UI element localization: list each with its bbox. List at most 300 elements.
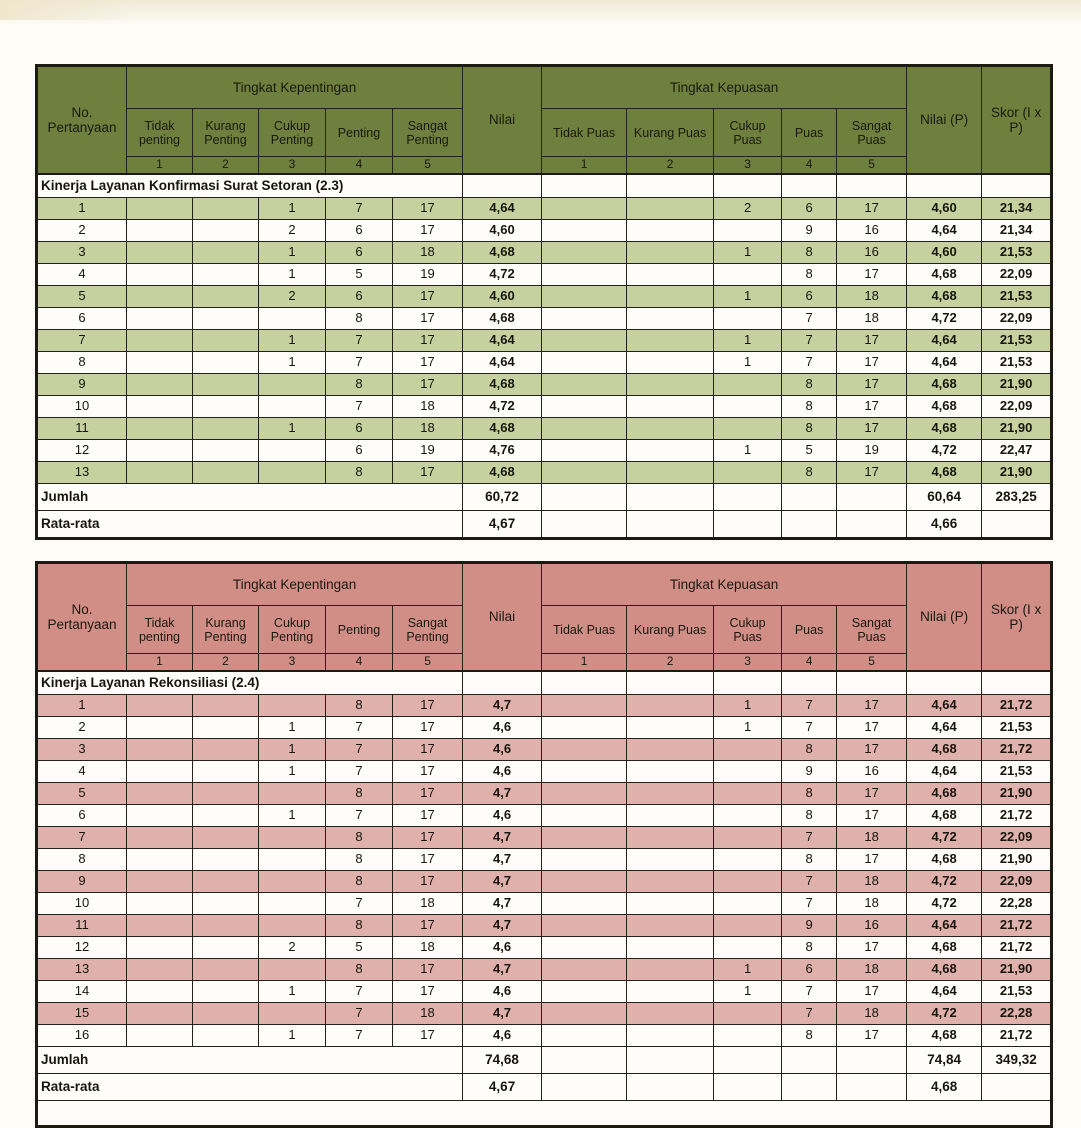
satisfaction-scale-label: Cukup Puas (714, 606, 782, 654)
nilai-p-cell: 4,72 (907, 440, 982, 462)
table-row (37, 352, 1052, 374)
row-number-cell: 8 (37, 849, 127, 871)
importance-count-cell: 7 (326, 330, 393, 352)
empty-cell (837, 484, 907, 511)
nilai-p-cell: 4,64 (907, 717, 982, 739)
satisfaction-count-cell (542, 717, 627, 739)
importance-count-cell: 7 (326, 761, 393, 783)
importance-count-cell (193, 308, 259, 330)
trailing-empty-row (37, 1101, 1052, 1127)
empty-cell (714, 484, 782, 511)
satisfaction-count-cell: 19 (837, 440, 907, 462)
table-row (37, 1025, 1052, 1047)
importance-count-cell: 1 (259, 717, 326, 739)
scanned-survey-sheet (35, 64, 1050, 1128)
nilai-cell: 4,7 (463, 871, 542, 893)
importance-scale-label: Tidak penting (127, 606, 193, 654)
table-row (37, 462, 1052, 484)
importance-count-cell: 8 (326, 374, 393, 396)
importance-count-cell (127, 242, 193, 264)
satisfaction-count-cell (714, 893, 782, 915)
table-row (37, 220, 1052, 242)
row-number-cell: 2 (37, 220, 127, 242)
importance-count-cell (127, 198, 193, 220)
nilai-cell: 4,7 (463, 695, 542, 717)
nilai-cell: 4,7 (463, 959, 542, 981)
satisfaction-group-header: Tingkat Kepuasan (542, 563, 907, 606)
table-row (37, 805, 1052, 827)
col-header-no-pertanyaan: No. Pertanyaan (37, 563, 127, 672)
nilai-p-cell: 4,72 (907, 1003, 982, 1025)
satisfaction-count-cell: 1 (714, 242, 782, 264)
satisfaction-count-cell (542, 959, 627, 981)
row-number-cell: 12 (37, 440, 127, 462)
table-row (37, 286, 1052, 308)
importance-count-cell: 17 (393, 1025, 463, 1047)
importance-count-cell: 7 (326, 198, 393, 220)
importance-count-cell: 2 (259, 286, 326, 308)
satisfaction-count-cell (714, 1003, 782, 1025)
satisfaction-count-cell: 8 (782, 462, 837, 484)
importance-count-cell: 7 (326, 717, 393, 739)
nilai-p-cell: 4,60 (907, 198, 982, 220)
total-row (37, 1074, 1052, 1101)
row-number-cell: 11 (37, 418, 127, 440)
importance-count-cell: 8 (326, 695, 393, 717)
satisfaction-count-cell (627, 418, 714, 440)
skor-cell: 22,09 (982, 827, 1052, 849)
satisfaction-count-cell: 17 (837, 783, 907, 805)
scale-number: 3 (714, 654, 782, 672)
satisfaction-count-cell: 16 (837, 242, 907, 264)
empty-cell (837, 174, 907, 198)
importance-count-cell (127, 1025, 193, 1047)
satisfaction-count-cell (542, 462, 627, 484)
nilai-p-cell: 4,68 (907, 783, 982, 805)
skor-cell: 22,47 (982, 440, 1052, 462)
scale-number: 2 (627, 157, 714, 175)
satisfaction-count-cell (714, 783, 782, 805)
satisfaction-count-cell (714, 871, 782, 893)
row-number-cell: 8 (37, 352, 127, 374)
row-number-cell: 7 (37, 330, 127, 352)
importance-count-cell: 17 (393, 871, 463, 893)
satisfaction-count-cell (542, 330, 627, 352)
importance-count-cell (127, 374, 193, 396)
satisfaction-count-cell (542, 739, 627, 761)
nilai-cell: 4,64 (463, 352, 542, 374)
table-row (37, 1003, 1052, 1025)
importance-count-cell: 1 (259, 198, 326, 220)
satisfaction-count-cell (714, 937, 782, 959)
satisfaction-count-cell (542, 198, 627, 220)
importance-count-cell (193, 871, 259, 893)
nilai-cell: 4,60 (463, 286, 542, 308)
empty-cell (714, 511, 782, 539)
importance-count-cell: 18 (393, 418, 463, 440)
nilai-cell: 4,64 (463, 198, 542, 220)
satisfaction-count-cell (542, 374, 627, 396)
importance-count-cell: 17 (393, 220, 463, 242)
satisfaction-count-cell: 17 (837, 330, 907, 352)
empty-cell (837, 671, 907, 695)
satisfaction-count-cell (627, 717, 714, 739)
nilai-cell: 4,6 (463, 937, 542, 959)
importance-count-cell (193, 761, 259, 783)
satisfaction-count-cell (627, 330, 714, 352)
skor-total-cell (982, 511, 1052, 539)
satisfaction-count-cell: 17 (837, 739, 907, 761)
table-row (37, 440, 1052, 462)
satisfaction-count-cell (627, 242, 714, 264)
importance-count-cell: 17 (393, 805, 463, 827)
nilai-p-cell: 4,68 (907, 1025, 982, 1047)
satisfaction-count-cell (627, 761, 714, 783)
skor-cell: 21,90 (982, 374, 1052, 396)
section-title-cell: Kinerja Layanan Konfirmasi Surat Setoran (2.3) (37, 174, 463, 198)
row-number-cell: 5 (37, 286, 127, 308)
satisfaction-count-cell (627, 374, 714, 396)
satisfaction-count-cell (542, 308, 627, 330)
importance-count-cell (193, 783, 259, 805)
importance-count-cell (127, 937, 193, 959)
satisfaction-count-cell: 18 (837, 871, 907, 893)
empty-cell (714, 1074, 782, 1101)
skor-cell: 21,53 (982, 286, 1052, 308)
importance-count-cell (259, 1003, 326, 1025)
table-row (37, 374, 1052, 396)
empty-cell (627, 1047, 714, 1074)
satisfaction-count-cell: 7 (782, 352, 837, 374)
importance-count-cell (193, 981, 259, 1003)
satisfaction-count-cell (542, 1003, 627, 1025)
satisfaction-count-cell: 6 (782, 198, 837, 220)
importance-count-cell: 1 (259, 418, 326, 440)
scale-number: 5 (837, 157, 907, 175)
importance-count-cell: 6 (326, 286, 393, 308)
skor-cell: 22,09 (982, 871, 1052, 893)
nilai-p-cell: 4,68 (907, 959, 982, 981)
nilai-cell: 4,7 (463, 1003, 542, 1025)
empty-cell (837, 511, 907, 539)
nilai-cell: 4,6 (463, 1025, 542, 1047)
importance-count-cell (259, 462, 326, 484)
importance-count-cell: 8 (326, 827, 393, 849)
nilai-cell: 4,68 (463, 374, 542, 396)
satisfaction-count-cell: 17 (837, 396, 907, 418)
importance-count-cell (193, 352, 259, 374)
nilai-cell: 4,72 (463, 396, 542, 418)
col-header-skor: Skor (I x P) (982, 66, 1052, 175)
satisfaction-count-cell (542, 264, 627, 286)
skor-cell: 21,90 (982, 462, 1052, 484)
importance-count-cell (127, 308, 193, 330)
importance-count-cell: 1 (259, 1025, 326, 1047)
importance-count-cell (193, 220, 259, 242)
satisfaction-count-cell: 17 (837, 849, 907, 871)
importance-scale-label: Kurang Penting (193, 109, 259, 157)
satisfaction-count-cell: 9 (782, 761, 837, 783)
table-row (37, 198, 1052, 220)
importance-scale-label: Sangat Penting (393, 606, 463, 654)
importance-count-cell (127, 396, 193, 418)
satisfaction-count-cell (542, 286, 627, 308)
importance-count-cell: 18 (393, 937, 463, 959)
satisfaction-count-cell: 8 (782, 805, 837, 827)
nilai-p-cell: 4,68 (907, 462, 982, 484)
scale-number: 4 (326, 654, 393, 672)
satisfaction-count-cell: 1 (714, 959, 782, 981)
scan-corner-shade (0, 0, 140, 20)
importance-count-cell (127, 220, 193, 242)
row-number-cell: 4 (37, 761, 127, 783)
importance-count-cell: 17 (393, 352, 463, 374)
scale-number: 3 (259, 157, 326, 175)
importance-count-cell (127, 827, 193, 849)
importance-count-cell (193, 396, 259, 418)
scale-number: 3 (259, 654, 326, 672)
table-row (37, 264, 1052, 286)
satisfaction-scale-label: Cukup Puas (714, 109, 782, 157)
nilai-cell: 4,7 (463, 893, 542, 915)
importance-count-cell: 17 (393, 308, 463, 330)
section-title-row (37, 174, 1052, 198)
skor-cell: 21,53 (982, 761, 1052, 783)
importance-scale-label: Cukup Penting (259, 109, 326, 157)
importance-count-cell (127, 783, 193, 805)
importance-count-cell (193, 242, 259, 264)
nilai-p-total-cell: 4,68 (907, 1074, 982, 1101)
importance-count-cell (193, 849, 259, 871)
importance-count-cell: 1 (259, 981, 326, 1003)
table-row (37, 871, 1052, 893)
satisfaction-count-cell (627, 286, 714, 308)
row-number-cell: 5 (37, 783, 127, 805)
col-header-nilai: Nilai (463, 563, 542, 672)
satisfaction-count-cell (627, 783, 714, 805)
empty-cell (542, 671, 627, 695)
satisfaction-count-cell (542, 783, 627, 805)
satisfaction-count-cell: 7 (782, 1003, 837, 1025)
satisfaction-count-cell: 17 (837, 717, 907, 739)
satisfaction-count-cell: 17 (837, 374, 907, 396)
skor-cell: 21,53 (982, 242, 1052, 264)
skor-total-cell: 349,32 (982, 1047, 1052, 1074)
scale-number: 2 (193, 654, 259, 672)
empty-cell (463, 671, 542, 695)
nilai-p-cell: 4,68 (907, 264, 982, 286)
row-number-cell: 10 (37, 893, 127, 915)
skor-cell: 21,72 (982, 695, 1052, 717)
importance-count-cell (259, 915, 326, 937)
row-number-cell: 3 (37, 739, 127, 761)
importance-count-cell (127, 418, 193, 440)
satisfaction-count-cell (542, 849, 627, 871)
importance-count-cell: 8 (326, 871, 393, 893)
satisfaction-scale-label: Kurang Puas (627, 109, 714, 157)
importance-count-cell: 8 (326, 308, 393, 330)
scale-number: 1 (127, 157, 193, 175)
nilai-p-cell: 4,64 (907, 330, 982, 352)
nilai-cell: 4,76 (463, 440, 542, 462)
satisfaction-count-cell: 18 (837, 893, 907, 915)
importance-count-cell (259, 871, 326, 893)
nilai-cell: 4,6 (463, 739, 542, 761)
empty-cell (714, 1047, 782, 1074)
satisfaction-count-cell: 17 (837, 695, 907, 717)
importance-count-cell: 8 (326, 959, 393, 981)
importance-count-cell (193, 915, 259, 937)
satisfaction-group-header: Tingkat Kepuasan (542, 66, 907, 109)
skor-cell: 22,09 (982, 396, 1052, 418)
importance-count-cell: 19 (393, 440, 463, 462)
satisfaction-count-cell: 18 (837, 959, 907, 981)
importance-count-cell (193, 440, 259, 462)
empty-cell (37, 1101, 1052, 1127)
nilai-p-cell: 4,64 (907, 695, 982, 717)
nilai-total-cell: 4,67 (463, 1074, 542, 1101)
satisfaction-count-cell: 17 (837, 1025, 907, 1047)
importance-count-cell (127, 717, 193, 739)
satisfaction-count-cell: 18 (837, 1003, 907, 1025)
importance-group-header: Tingkat Kepentingan (127, 66, 463, 109)
importance-count-cell: 2 (259, 937, 326, 959)
empty-cell (907, 671, 982, 695)
importance-count-cell: 6 (326, 220, 393, 242)
empty-cell (982, 671, 1052, 695)
nilai-total-cell: 60,72 (463, 484, 542, 511)
importance-count-cell: 7 (326, 396, 393, 418)
satisfaction-count-cell (542, 871, 627, 893)
satisfaction-count-cell: 8 (782, 937, 837, 959)
nilai-p-cell: 4,64 (907, 915, 982, 937)
empty-cell (542, 484, 627, 511)
nilai-cell: 4,6 (463, 805, 542, 827)
satisfaction-count-cell: 5 (782, 440, 837, 462)
nilai-cell: 4,68 (463, 242, 542, 264)
skor-cell: 21,34 (982, 198, 1052, 220)
empty-cell (837, 1074, 907, 1101)
nilai-p-cell: 4,60 (907, 242, 982, 264)
nilai-cell: 4,6 (463, 981, 542, 1003)
satisfaction-count-cell (714, 805, 782, 827)
importance-count-cell: 18 (393, 396, 463, 418)
row-number-cell: 2 (37, 717, 127, 739)
importance-count-cell: 6 (326, 440, 393, 462)
nilai-p-cell: 4,68 (907, 805, 982, 827)
row-number-cell: 16 (37, 1025, 127, 1047)
satisfaction-count-cell (627, 220, 714, 242)
satisfaction-count-cell: 6 (782, 959, 837, 981)
satisfaction-count-cell (627, 893, 714, 915)
nilai-p-cell: 4,68 (907, 286, 982, 308)
importance-count-cell (193, 198, 259, 220)
importance-count-cell: 7 (326, 352, 393, 374)
skor-cell: 22,28 (982, 1003, 1052, 1025)
importance-count-cell (127, 981, 193, 1003)
satisfaction-count-cell: 1 (714, 440, 782, 462)
row-number-cell: 4 (37, 264, 127, 286)
row-number-cell: 13 (37, 462, 127, 484)
satisfaction-count-cell: 8 (782, 242, 837, 264)
satisfaction-count-cell: 1 (714, 695, 782, 717)
satisfaction-count-cell: 2 (714, 198, 782, 220)
nilai-total-cell: 74,68 (463, 1047, 542, 1074)
satisfaction-count-cell (714, 1025, 782, 1047)
satisfaction-count-cell: 17 (837, 198, 907, 220)
importance-count-cell (127, 1003, 193, 1025)
total-row (37, 1047, 1052, 1074)
satisfaction-count-cell (542, 937, 627, 959)
nilai-cell: 4,7 (463, 849, 542, 871)
satisfaction-count-cell (714, 308, 782, 330)
empty-cell (627, 511, 714, 539)
nilai-p-cell: 4,64 (907, 352, 982, 374)
satisfaction-count-cell (542, 396, 627, 418)
skor-cell: 21,72 (982, 915, 1052, 937)
importance-count-cell: 8 (326, 462, 393, 484)
importance-count-cell (193, 330, 259, 352)
satisfaction-count-cell: 8 (782, 396, 837, 418)
nilai-p-cell: 4,68 (907, 937, 982, 959)
importance-count-cell: 8 (326, 849, 393, 871)
skor-cell: 21,72 (982, 805, 1052, 827)
nilai-cell: 4,60 (463, 220, 542, 242)
nilai-p-cell: 4,68 (907, 849, 982, 871)
satisfaction-count-cell (627, 198, 714, 220)
skor-cell: 21,72 (982, 739, 1052, 761)
importance-scale-label: Cukup Penting (259, 606, 326, 654)
importance-count-cell: 7 (326, 1025, 393, 1047)
importance-count-cell: 17 (393, 739, 463, 761)
nilai-cell: 4,68 (463, 308, 542, 330)
satisfaction-count-cell (627, 871, 714, 893)
importance-count-cell (193, 739, 259, 761)
row-number-cell: 15 (37, 1003, 127, 1025)
empty-cell (782, 511, 837, 539)
importance-count-cell (127, 959, 193, 981)
nilai-p-total-cell: 4,66 (907, 511, 982, 539)
satisfaction-count-cell: 1 (714, 717, 782, 739)
nilai-cell: 4,6 (463, 717, 542, 739)
importance-scale-label: Sangat Penting (393, 109, 463, 157)
row-number-cell: 10 (37, 396, 127, 418)
nilai-p-total-cell: 74,84 (907, 1047, 982, 1074)
importance-count-cell (127, 915, 193, 937)
skor-cell: 21,90 (982, 849, 1052, 871)
nilai-p-cell: 4,72 (907, 308, 982, 330)
nilai-p-cell: 4,68 (907, 374, 982, 396)
satisfaction-count-cell: 9 (782, 220, 837, 242)
importance-count-cell: 7 (326, 893, 393, 915)
empty-cell (782, 1047, 837, 1074)
skor-cell: 21,90 (982, 418, 1052, 440)
importance-count-cell (127, 330, 193, 352)
importance-count-cell: 17 (393, 827, 463, 849)
satisfaction-scale-label: Sangat Puas (837, 606, 907, 654)
nilai-p-cell: 4,72 (907, 893, 982, 915)
satisfaction-count-cell (627, 915, 714, 937)
skor-cell: 22,28 (982, 893, 1052, 915)
empty-cell (542, 511, 627, 539)
satisfaction-count-cell: 7 (782, 695, 837, 717)
nilai-total-cell: 4,67 (463, 511, 542, 539)
satisfaction-count-cell (627, 396, 714, 418)
importance-count-cell (127, 805, 193, 827)
importance-count-cell (127, 893, 193, 915)
satisfaction-count-cell: 17 (837, 937, 907, 959)
satisfaction-count-cell (714, 264, 782, 286)
